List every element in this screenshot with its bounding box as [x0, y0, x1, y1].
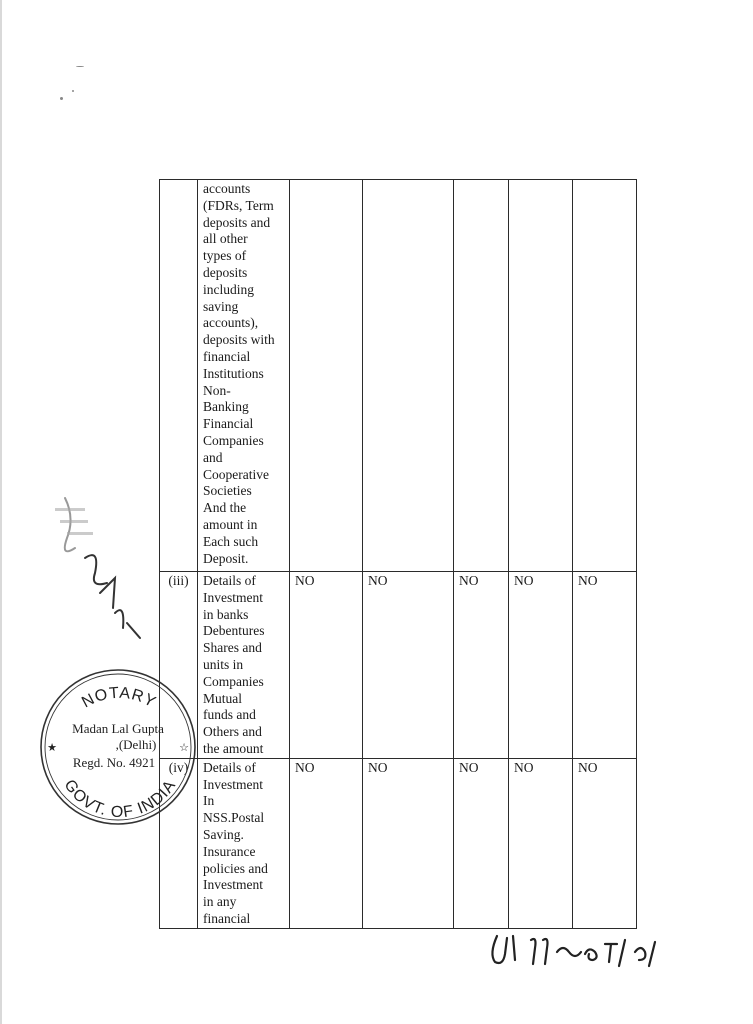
- answer-cell: NO: [454, 572, 509, 759]
- stamp-bottom-arc: GOVT. OF INDIA: [60, 776, 180, 822]
- stamp-top-arc: NOTARY: [79, 684, 159, 712]
- description-line: saving: [203, 298, 239, 314]
- table-row: [160, 572, 637, 759]
- description-line: And the: [203, 500, 247, 516]
- answer-cell: NO: [573, 572, 637, 759]
- description-line: Institutions: [203, 365, 264, 381]
- answer-cell: NO: [363, 758, 454, 928]
- assets-table: [159, 179, 637, 929]
- table-row: [160, 758, 637, 928]
- description-line: Investment: [203, 776, 263, 792]
- star-icon: ☆: [179, 742, 189, 754]
- description-line: Insurance: [203, 843, 256, 859]
- notary-stamp: [38, 665, 198, 825]
- handwritten-signature: [485, 926, 685, 976]
- description-line: Deposit.: [203, 550, 249, 566]
- description-line: Companies: [203, 673, 264, 689]
- description-line: Saving.: [203, 826, 244, 842]
- answer-cell: NO: [290, 572, 363, 759]
- description-line: in banks: [203, 606, 249, 622]
- scan-speck: [60, 97, 63, 100]
- description-line: Details of: [203, 759, 256, 775]
- description-line: Each such: [203, 533, 259, 549]
- handwritten-initials: [45, 488, 155, 658]
- answer-cell: [363, 180, 454, 572]
- description-line: Investment: [203, 877, 263, 893]
- description-line: financial: [203, 910, 251, 926]
- description-line: Shares and: [203, 640, 262, 656]
- stamp-name: Madan Lal Gupta: [72, 721, 164, 736]
- description-line: Non-: [203, 382, 231, 398]
- description-line: (FDRs, Term: [203, 197, 274, 213]
- description-line: policies and: [203, 860, 268, 876]
- scan-speck: [72, 90, 74, 92]
- page-edge: [0, 0, 2, 1024]
- serial-cell: [160, 180, 198, 572]
- stamp-regd: Regd. No. 4921: [72, 755, 156, 770]
- description-line: accounts: [203, 181, 251, 196]
- description-line: Details of: [203, 573, 256, 588]
- description-cell: [198, 758, 290, 928]
- description-line: Banking: [203, 399, 249, 415]
- description-line: Societies: [203, 483, 252, 499]
- answer-cell: NO: [509, 758, 573, 928]
- description-line: Financial: [203, 416, 254, 432]
- description-line: deposits: [203, 264, 248, 280]
- table-row: [160, 180, 637, 572]
- scan-speck: [76, 66, 84, 67]
- description-line: amount in: [203, 516, 258, 532]
- answer-cell: NO: [454, 758, 509, 928]
- description-line: units in: [203, 656, 244, 672]
- description-line: financial: [203, 348, 251, 364]
- answer-cell: [509, 180, 573, 572]
- answer-cell: [454, 180, 509, 572]
- description-line: Cooperative: [203, 466, 269, 482]
- description-line: Companies: [203, 432, 264, 448]
- star-icon: ★: [47, 742, 57, 754]
- serial-cell: (iv): [160, 758, 198, 928]
- description-line: and: [203, 449, 223, 465]
- description-line: In: [203, 793, 215, 809]
- description-line: all other: [203, 231, 248, 247]
- description-line: Others and: [203, 724, 262, 740]
- description-line: Mutual: [203, 690, 242, 706]
- description-line: including: [203, 281, 254, 297]
- description-cell: [198, 572, 290, 759]
- answer-cell: NO: [363, 572, 454, 759]
- answer-cell: NO: [573, 758, 637, 928]
- answer-cell: NO: [290, 758, 363, 928]
- stamp-place: ,(Delhi): [115, 737, 157, 752]
- description-line: Investment: [203, 589, 263, 605]
- description-line: deposits with: [203, 332, 275, 348]
- description-line: NSS.Postal: [203, 810, 265, 826]
- answer-cell: NO: [509, 572, 573, 759]
- answer-cell: [573, 180, 637, 572]
- description-line: accounts),: [203, 315, 259, 331]
- description-line: types of: [203, 248, 247, 264]
- description-line: funds and: [203, 707, 256, 723]
- description-line: the amount: [203, 740, 264, 756]
- description-line: Debentures: [203, 623, 265, 639]
- description-line: in any: [203, 894, 237, 910]
- serial-cell: (iii): [160, 572, 198, 759]
- description-cell: [198, 180, 290, 572]
- description-line: deposits and: [203, 214, 271, 230]
- answer-cell: [290, 180, 363, 572]
